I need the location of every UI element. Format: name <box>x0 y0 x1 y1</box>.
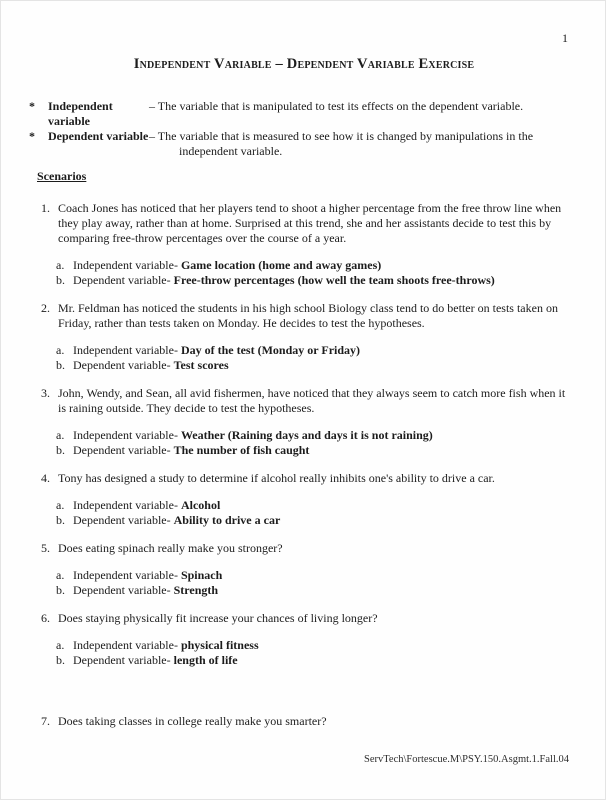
subitem-letter: a. <box>56 428 65 442</box>
scenario-paragraph <box>37 386 571 416</box>
definition-row <box>29 129 583 159</box>
subitem-answer: Game location (home and away games) <box>180 258 382 272</box>
scenario-item-7 <box>37 714 571 729</box>
subitem-letter: b. <box>56 443 65 457</box>
definition-row <box>29 99 583 129</box>
scenario-text: Does staying physically fit increase your chances of living longer? <box>58 611 378 625</box>
subitem-label: Independent variable- <box>73 343 178 357</box>
subitem-answer: physical fitness <box>180 638 259 652</box>
scenario-text: John, Wendy, and Sean, all avid fishermen, have noticed that they always seem to catch more fish when it is raining outside. They decide to test the hypotheses. <box>58 386 566 415</box>
subitem-answer: Ability to drive a car <box>173 513 281 527</box>
scenario-number: 2. <box>41 301 50 315</box>
subitem-letter: b. <box>56 513 65 527</box>
scenario-text: Does eating spinach really make you stronger? <box>58 541 283 555</box>
subitem-answer: Alcohol <box>180 498 221 512</box>
scenario-item-4 <box>37 471 571 528</box>
scenarios-list <box>37 201 571 729</box>
scenario-item-1 <box>37 201 571 288</box>
page-title: Independent Variable – Dependent Variable Exercise <box>133 56 475 72</box>
subitem-label: Independent variable- <box>73 258 178 272</box>
subitem-answer: Spinach <box>180 568 223 582</box>
scenario-text: Mr. Feldman has noticed the students in his high school Biology class tend to do better on tests taken on Friday, rather than tests taken on Monday. He decides to test the hypotheses. <box>58 301 558 330</box>
scenario-number: 3. <box>41 386 50 400</box>
subitem-label: Independent variable- <box>73 638 178 652</box>
scenario-answers <box>56 568 571 598</box>
scenario-number: 7. <box>41 714 50 728</box>
subitem-letter: b. <box>56 583 65 597</box>
subitem-letter: b. <box>56 273 65 287</box>
scenario-answers <box>56 498 571 528</box>
subitem-letter: a. <box>56 258 65 272</box>
scenario-number: 1. <box>41 201 50 215</box>
subitem-letter: a. <box>56 638 65 652</box>
independent-variable-row <box>56 638 571 653</box>
subitem-label: Independent variable- <box>73 428 178 442</box>
independent-variable-row <box>56 498 571 513</box>
subitem-answer: Test scores <box>173 358 229 372</box>
definition-term: Dependent variable <box>48 129 149 143</box>
definitions-block <box>29 99 583 159</box>
subitem-answer: The number of fish caught <box>173 443 310 457</box>
dependent-variable-row <box>56 443 571 458</box>
independent-variable-row <box>56 258 571 273</box>
page-number: 1 <box>562 31 568 45</box>
dependent-variable-row <box>56 273 571 288</box>
definition-term: Independent variable <box>48 99 113 128</box>
scenario-text: Tony has designed a study to determine if alcohol really inhibits one's ability to drive a car. <box>58 471 495 485</box>
scenario-answers <box>56 258 571 288</box>
subitem-label: Independent variable- <box>73 498 178 512</box>
subitem-letter: b. <box>56 358 65 372</box>
scenario-paragraph <box>37 301 571 331</box>
subitem-letter: a. <box>56 343 65 357</box>
definition-text: – The variable that is manipulated to test its effects on the dependent variable. <box>149 99 524 113</box>
scenario-paragraph <box>37 541 571 556</box>
subitem-answer: Strength <box>173 583 219 597</box>
scenario-answers <box>56 428 571 458</box>
independent-variable-row <box>56 568 571 583</box>
dependent-variable-row <box>56 358 571 373</box>
scenario-number: 5. <box>41 541 50 555</box>
subitem-letter: a. <box>56 498 65 512</box>
subitem-answer: Free-throw percentages (how well the team shoots free-throws) <box>173 273 495 287</box>
subitem-letter: a. <box>56 568 65 582</box>
bullet-asterisk: * <box>29 129 35 143</box>
subitem-label: Independent variable- <box>73 568 178 582</box>
scenario-paragraph <box>37 201 571 246</box>
subitem-label: Dependent variable- <box>73 443 171 457</box>
subitem-answer: length of life <box>173 653 238 667</box>
scenario-text: Does taking classes in college really make you smarter? <box>58 714 327 728</box>
scenario-answers <box>56 638 571 668</box>
subitem-answer: Day of the test (Monday or Friday) <box>180 343 361 357</box>
subitem-label: Dependent variable- <box>73 583 171 597</box>
subitem-letter: b. <box>56 653 65 667</box>
dependent-variable-row <box>56 583 571 598</box>
document-footer: ServTech\Fortescue.M\PSY.150.Asgmt.1.Fall.04 <box>364 754 569 765</box>
scenario-text: Coach Jones has noticed that her players tend to shoot a higher percentage from the free throw line when they play away, rather than at home. Surprised at this trend, she and her assistants decide to test this by comparing free-throw percentages over the course of a year. <box>58 201 562 245</box>
scenario-item-5 <box>37 541 571 598</box>
subitem-label: Dependent variable- <box>73 513 171 527</box>
scenario-number: 4. <box>41 471 50 485</box>
dependent-variable-row <box>56 513 571 528</box>
scenario-paragraph <box>37 714 571 729</box>
scenario-item-6 <box>37 611 571 668</box>
scenario-item-3 <box>37 386 571 458</box>
subitem-label: Dependent variable- <box>73 273 171 287</box>
independent-variable-row <box>56 343 571 358</box>
subitem-label: Dependent variable- <box>73 653 171 667</box>
scenario-answers <box>56 343 571 373</box>
scenario-number: 6. <box>41 611 50 625</box>
dependent-variable-row <box>56 653 571 668</box>
bullet-asterisk: * <box>29 99 35 113</box>
scenario-paragraph <box>37 471 571 486</box>
scenario-item-2 <box>37 301 571 373</box>
scenario-paragraph <box>37 611 571 626</box>
independent-variable-row <box>56 428 571 443</box>
definition-text: – The variable that is measured to see how it is changed by manipulations in the independent variable. <box>149 129 534 158</box>
subitem-label: Dependent variable- <box>73 358 171 372</box>
scenarios-heading: Scenarios <box>37 169 87 183</box>
subitem-answer: Weather (Raining days and days it is not raining) <box>180 428 433 442</box>
